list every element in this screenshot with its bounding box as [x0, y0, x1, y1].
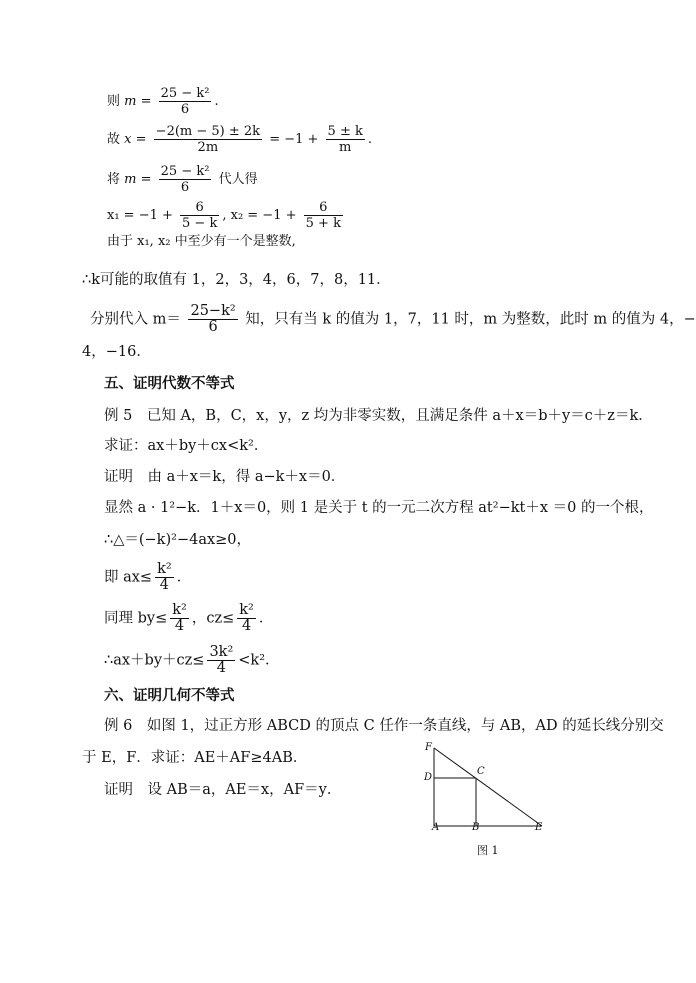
denominator: 6: [180, 102, 190, 117]
example-6-line-1: 例 6 如图 1，过正方形 ABCD 的顶点 C 任作一条直线，与 AB，AD 的延长线分别交: [104, 718, 664, 734]
numerator: 5 ± k: [327, 124, 363, 139]
numerator: 25−k²: [190, 303, 236, 319]
denominator: 5 − k: [182, 216, 218, 231]
fraction: [159, 164, 212, 195]
numerator: 25 − k²: [160, 86, 210, 101]
proof-5-step-3: ∴△＝(−k)²−4ax≥0，: [104, 532, 252, 548]
section-6-heading: 六、证明几何不等式: [104, 688, 235, 704]
text: <k²．: [238, 652, 280, 669]
figure-caption: 图 1: [477, 844, 499, 857]
text: 故: [107, 132, 121, 147]
denominator: 2m: [197, 140, 219, 155]
numerator: k²: [172, 602, 187, 618]
numerator: 25 − k²: [160, 164, 210, 179]
fraction: [304, 200, 343, 231]
label-a: A: [432, 822, 440, 833]
text: 知，只有当 k 的值为 1，7，11 时，m 为整数，此时 m 的值为 4，−: [245, 311, 696, 328]
text: 将: [107, 172, 121, 187]
substitution-line-cont: 4，−16．: [82, 344, 151, 360]
fraction: [154, 124, 262, 155]
numerator: 6: [304, 200, 343, 216]
derivation-line-5: 由于 x₁, x₂ 中至少有一个是整数,: [107, 234, 296, 249]
text: = −1 +: [269, 132, 319, 147]
substitution-line: [90, 304, 696, 335]
text: 即 ax≤: [104, 569, 153, 586]
fraction: [188, 304, 237, 335]
numerator: 3k²: [209, 644, 234, 660]
fraction: [326, 124, 365, 155]
denominator: 4: [174, 618, 185, 634]
denominator: 5 + k: [305, 216, 341, 231]
example-6-line-2: 于 E，F．求证：AE＋AF≥4AB．: [82, 750, 308, 766]
example-5-claim: 求证：ax＋by＋cx<k²．: [104, 438, 269, 454]
fraction: [207, 645, 235, 676]
numerator: 6: [180, 200, 219, 216]
numerator: −2(m − 5) ± 2k: [155, 124, 261, 139]
var-m: m: [124, 172, 137, 187]
label-c: C: [477, 766, 485, 777]
label-b: B: [472, 822, 480, 833]
fraction: [180, 200, 219, 231]
denominator: 6: [180, 180, 190, 195]
label-f: F: [425, 742, 432, 753]
text: ．: [176, 569, 192, 586]
proof-5-step-2: 显然 a · 1²−k．1＋x＝0，则 1 是关于 t 的一元二次方程 at²−kt＋x ＝0 的一个根，: [104, 500, 654, 516]
var-x: x: [124, 132, 132, 147]
section-5-heading: 五、证明代数不等式: [104, 376, 235, 392]
example-5: 例 5 已知 A，B，C，x，y，z 均为非零实数，且满足条件 a＋x＝b＋y＝c＋z＝k．: [104, 408, 653, 424]
text: 代人得: [218, 172, 258, 187]
label-d: D: [424, 772, 433, 783]
segment-fe: [434, 748, 542, 826]
fraction: [159, 86, 212, 117]
denominator: 4: [241, 618, 252, 634]
numerator: k²: [157, 561, 172, 577]
fraction: [237, 603, 256, 634]
proof-5-step-6: [104, 645, 280, 676]
text: ．: [258, 610, 274, 627]
text: 同理 by≤: [104, 610, 168, 627]
denominator: 6: [208, 319, 218, 335]
text: x₁ = −1 +: [107, 208, 173, 223]
text: , x₂ = −1 +: [222, 208, 297, 223]
fraction: [155, 562, 174, 593]
proof-5-step-5: [104, 603, 273, 634]
text: 分别代入 m＝: [90, 311, 181, 328]
text: ，cz≤: [191, 610, 235, 627]
var-m: m: [124, 94, 137, 109]
k-values-line: ∴k可能的取值有 1，2，3，4，6，7，8，11．: [82, 272, 391, 288]
text: ∴ax＋by＋cz≤: [104, 652, 205, 669]
derivation-line-1: 则 m = $\frac{\text{25 − k²}}{6}$ .: [107, 86, 219, 117]
derivation-line-4: [107, 200, 346, 231]
text: 则: [107, 94, 121, 109]
denominator: m: [339, 140, 352, 155]
proof-5-step-1: 证明 由 a＋x＝k，得 a−k＋x＝0．: [104, 469, 346, 485]
derivation-line-3: 将 m = $\frac{\text{25 − k²}}{6}$ 代人得: [107, 164, 258, 195]
numerator: k²: [239, 602, 254, 618]
derivation-line-2: 故 x = $\frac{-2(m - 5) \pm 2k}{2m}$ = −1 + $\frac{5 \pm k}{m}$ .: [107, 124, 372, 155]
proof-6-step-1: 证明 设 AB＝a，AE＝x，AF＝y．: [104, 782, 342, 798]
denominator: 4: [216, 660, 226, 676]
denominator: 4: [159, 577, 170, 593]
fraction: [170, 603, 189, 634]
proof-5-step-4: [104, 562, 191, 593]
label-e: E: [535, 822, 543, 833]
